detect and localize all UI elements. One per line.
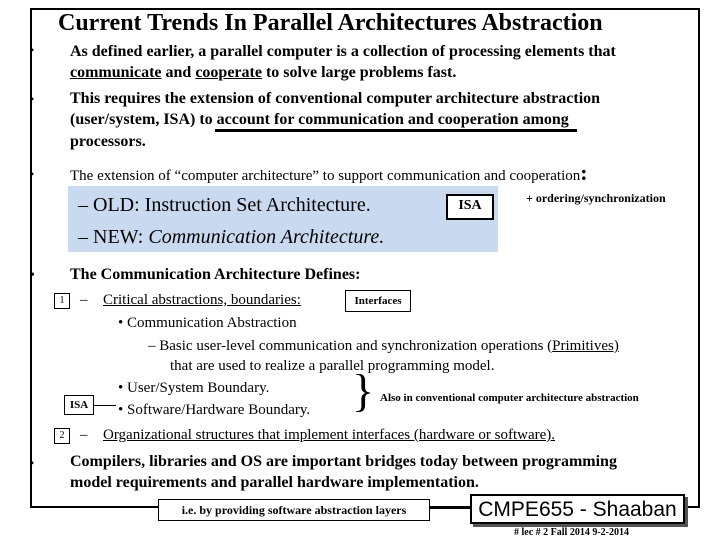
course-badge: CMPE655 - Shaaban [470,494,685,524]
communication-architecture-term: Communication Architecture. [148,226,385,248]
bullet-marker: • [30,268,35,283]
isa-box: ISA [446,194,494,220]
also-in-conventional-note: Also in conventional computer architecture abstraction [380,392,639,404]
bullet-2-prefix: (user/system, ISA) [70,111,200,128]
bullet-marker: • [30,43,35,57]
ordering-sync-note: + ordering/synchronization [526,191,666,205]
bullet-2-line-2 [70,109,569,130]
critical-abstractions: Critical abstractions, boundaries: [103,292,301,308]
bullet-3-body: The extension of “computer architecture” to support communication and cooperation [70,168,581,184]
item-number-2: 2 [54,428,70,444]
bullet-2-line-3: processors. [70,133,146,150]
software-abstraction-box: i.e. by providing software abstraction layers [158,499,430,521]
item-dash: – [80,427,88,443]
boundary-brace: } [352,365,375,416]
interfaces-box: Interfaces [345,290,411,312]
software-hardware-boundary: • Software/Hardware Boundary. [118,402,311,418]
bullet-1-line-1: As defined earlier, a parallel computer is a collection of processing elements that [70,43,616,60]
bullet-3-text [70,160,588,186]
comm-arch-defines: The Communication Architecture Defines: [70,266,361,283]
account-for-phrase: to account for communication and cooperation [199,111,519,128]
organizational-structures: Organizational structures that implement interfaces (hardware or software). [103,427,556,443]
compilers-line-2: model requirements and parallel hardware implementation. [70,474,479,491]
basic-ops-line-1 [148,336,619,356]
bullet-2-line-1: This requires the extension of conventional computer architecture abstraction [70,90,601,107]
bullet-marker: • [30,92,35,106]
basic-ops-text: – Basic user-level communication and synchronization operations ( [148,338,553,354]
basic-ops-line-2: that are used to realize a parallel programming model. [170,358,495,374]
bullet-1-tail: to solve large problems fast. [261,64,457,81]
isa-connector [94,405,116,406]
old-isa-line: – OLD: Instruction Set Architecture. [78,194,371,216]
bullet-marker: • [30,167,35,181]
isa-small-box: ISA [64,395,94,415]
communication-abstraction: • Communication Abstraction [118,315,297,331]
and-word: and [161,64,196,81]
slide-title: Current Trends In Parallel Architectures Abstraction [58,10,603,36]
box-connector [430,508,470,509]
slide-footer: # lec # 2 Fall 2014 9-2-2014 [514,527,629,538]
item-dash: – [80,292,88,308]
user-system-boundary: • User/System Boundary. [118,380,270,396]
bullet-1-line-2 [70,62,456,83]
bullet-2-suffix: among [518,111,569,128]
compilers-line-1: Compilers, libraries and OS are important bridges today between programming [70,453,617,470]
primitives-word: Primitives) [552,338,619,354]
bullet-marker: • [30,456,35,470]
new-prefix: – NEW: [78,226,149,248]
cooperate-word: cooperate [195,64,262,81]
bullet-3-colon: : [580,160,588,185]
item-number-1: 1 [54,293,70,309]
communicate-word: communicate [70,64,162,81]
new-arch-line [78,226,384,249]
emphasis-underline [215,129,577,132]
